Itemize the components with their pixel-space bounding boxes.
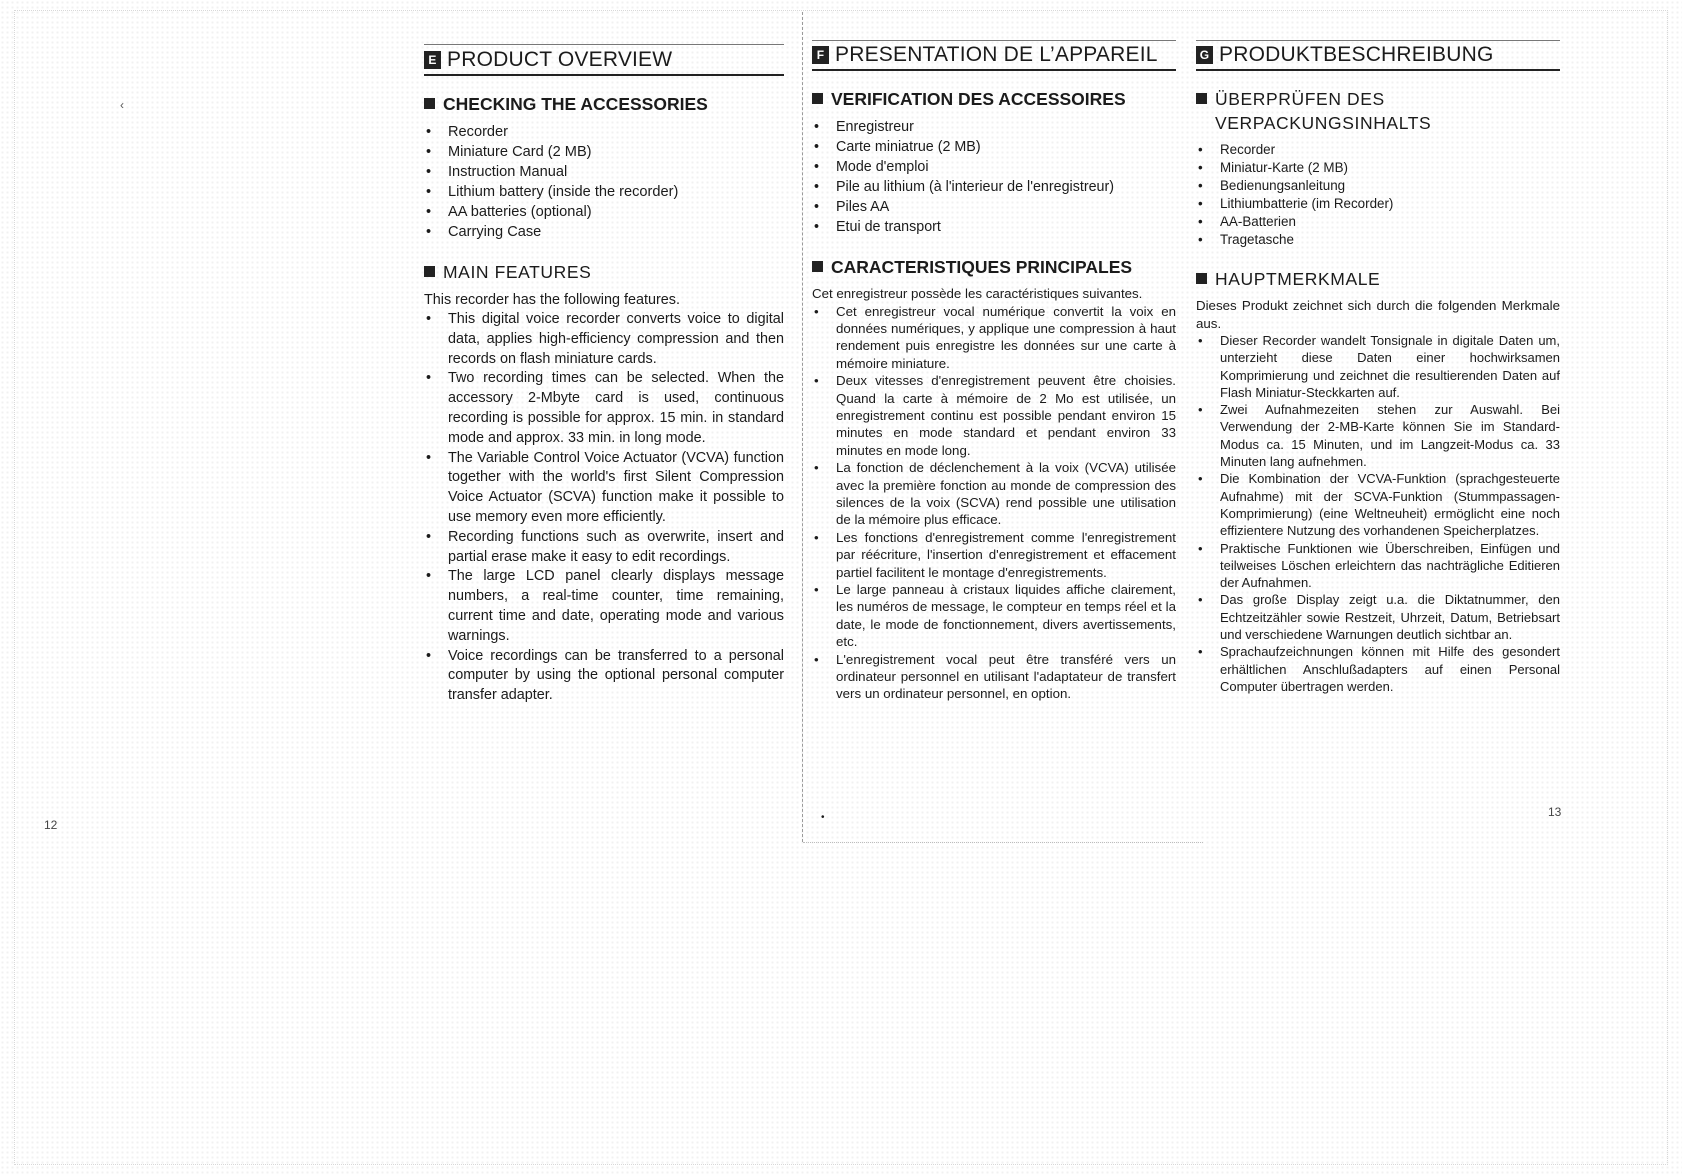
french-accessories-heading: VERIFICATION DES ACCESSOIRES [812, 87, 1176, 111]
list-item: • Recording functions such as overwrite, insert and partial erase make it easy to edit recordings. [424, 528, 784, 568]
german-accessories-heading: ÜBERPRÜFEN DES VERPACKUNGSINHALTS [1196, 87, 1560, 135]
english-features-list [424, 310, 784, 706]
page-number-right: 13 [1548, 805, 1562, 819]
list-item: • Lithium battery (inside the recorder) [424, 182, 784, 202]
list-item: • Sprachaufzeichnungen können mit Hilfe des gesondert erhältlichen Anschlußadapters auf einen Personal Computer übertragen werden. [1196, 643, 1560, 695]
list-item: • Le large panneau à cristaux liquides affiche clairement, les numéros de message, le compteur en temps réel et la date, le mode de fonctionnement, divers avertissements, etc. [812, 581, 1176, 651]
list-item: • Enregistreur [812, 117, 1176, 137]
list-item: • Deux vitesses d'enregistrement peuvent être choisies. Quand la carte à mémoire de 2 Mo est utilisée, un enregistrement continu est possible pendant environ 15 minutes en mode standard et pendant environ 33 minutes en mode long. [812, 372, 1176, 459]
french-accessories-list [812, 117, 1176, 237]
french-column [812, 40, 1176, 703]
list-item: • La fonction de déclenchement à la voix (VCVA) utilisée avec la première fonction au monde de compression des silences de la voix (SCVA) rend possible une utilisation de la mémoire plus efficace. [812, 459, 1176, 529]
page-fold-edge [803, 842, 1203, 843]
page-number-left: 12 [44, 818, 58, 832]
list-item: • Bedienungsanleitung [1196, 177, 1560, 195]
german-column [1196, 40, 1560, 695]
list-item: • Die Kombination der VCVA-Funktion (sprachgesteuerte Aufnahme) mit der SCVA-Funktion (Stummpassagen-Komprimierung) (eine Weltneuheit) ermöglicht eine noch effizientere Nutzung des vorhandenen Speicherplatzes. [1196, 470, 1560, 539]
scan-mark: ‹ [120, 98, 124, 112]
page-fold-line [802, 12, 803, 842]
list-item: • Carrying Case [424, 222, 784, 242]
language-badge-e: E [424, 51, 441, 69]
list-item: • The large LCD panel clearly displays message numbers, a real-time counter, time remaining, current time and date, operating mode and various warnings. [424, 567, 784, 646]
english-section-title [424, 44, 784, 76]
list-item: • Recorder [424, 122, 784, 142]
english-features-heading: MAIN FEATURES [424, 260, 784, 284]
list-item: • Les fonctions d'enregistrement comme l'enregistrement par réécriture, l'insertion d'enregistrement et effacement partiel facilitent le montage d'enregistrements. [812, 529, 1176, 581]
language-badge-f: F [812, 46, 829, 64]
square-bullet-icon [812, 93, 823, 104]
german-section-title [1196, 40, 1560, 71]
list-item: • AA-Batterien [1196, 213, 1560, 231]
list-item: • The Variable Control Voice Actuator (VCVA) function together with the world's first Silent Compression Voice Actuator (SCVA) function make it possible to use memory even more efficiently. [424, 449, 784, 528]
german-accessories-list [1196, 141, 1560, 249]
french-section-title [812, 40, 1176, 71]
list-item: • Mode d'emploi [812, 157, 1176, 177]
french-title-text: PRESENTATION DE L’APPAREIL [835, 43, 1158, 66]
english-accessories-heading: CHECKING THE ACCESSORIES [424, 92, 784, 116]
list-item: • Pile au lithium (à l'interieur de l'enregistreur) [812, 177, 1176, 197]
english-accessories-list [424, 122, 784, 242]
list-item: • Two recording times can be selected. When the accessory 2-Mbyte card is used, continuous recording is possible for approx. 15 min. in standard mode and approx. 33 min. in long mode. [424, 369, 784, 448]
list-item: • Cet enregistreur vocal numérique convertit la voix en données numériques, y applique une compression à haut rendement puis enregistre les données sur une carte à mémoire miniature. [812, 303, 1176, 373]
list-item: • Recorder [1196, 141, 1560, 159]
list-item: • Dieser Recorder wandelt Tonsignale in digitale Daten um, unterzieht diese Daten einer hochwirksamen Komprimierung und zeichnet die resultierenden Daten auf Flash Miniatur-Steckkarten auf. [1196, 332, 1560, 401]
german-features-intro: Dieses Produkt zeichnet sich durch die folgenden Merkmale aus. [1196, 298, 1560, 331]
list-item: • Miniatur-Karte (2 MB) [1196, 159, 1560, 177]
english-title-text: PRODUCT OVERVIEW [447, 48, 673, 71]
list-item: • Instruction Manual [424, 162, 784, 182]
square-bullet-icon [1196, 93, 1207, 104]
scan-dot: • [821, 812, 825, 823]
list-item: • Piles AA [812, 197, 1176, 217]
list-item: • Miniature Card (2 MB) [424, 142, 784, 162]
list-item: • Voice recordings can be transferred to a personal computer by using the optional personal computer transfer adapter. [424, 647, 784, 706]
list-item: • Tragetasche [1196, 231, 1560, 249]
french-features-intro: Cet enregistreur possède les caractéristiques suivantes. [812, 286, 1143, 301]
square-bullet-icon [424, 266, 435, 277]
list-item: • Das große Display zeigt u.a. die Diktatnummer, den Echtzeitzähler sowie Restzeit, Uhrzeit, Datum, Betriebsart und verschiedene Warnungen deutlich sichtbar an. [1196, 591, 1560, 643]
square-bullet-icon [812, 261, 823, 272]
german-features-heading: HAUPTMERKMALE [1196, 267, 1560, 291]
german-features-list [1196, 332, 1560, 695]
list-item: • Carte miniatrue (2 MB) [812, 137, 1176, 157]
german-title-text: PRODUKTBESCHREIBUNG [1219, 43, 1494, 66]
list-item: • AA batteries (optional) [424, 202, 784, 222]
list-item: • Etui de transport [812, 217, 1176, 237]
french-features-list [812, 303, 1176, 703]
list-item: • L'enregistrement vocal peut être transféré vers un ordinateur personnel en utilisant l'adaptateur de transfert vers un ordinateur personnel, en option. [812, 651, 1176, 703]
french-features-heading: CARACTERISTIQUES PRINCIPALES [812, 255, 1176, 279]
list-item: • Lithiumbatterie (im Recorder) [1196, 195, 1560, 213]
square-bullet-icon [424, 98, 435, 109]
language-badge-g: G [1196, 46, 1213, 64]
square-bullet-icon [1196, 273, 1207, 284]
list-item: • Praktische Funktionen wie Überschreiben, Einfügen und teilweises Löschen erleichtern das nachträgliche Editieren der Aufnahmen. [1196, 540, 1560, 592]
list-item: • This digital voice recorder converts voice to digital data, applies high-efficiency compression and then records on flash miniature cards. [424, 310, 784, 369]
english-features-intro: This recorder has the following features. [424, 292, 680, 308]
english-column [424, 40, 784, 706]
list-item: • Zwei Aufnahmezeiten stehen zur Auswahl. Bei Verwendung der 2-MB-Karte können Sie im Standard-Modus ca. 15 Minuten, und im Langzeit-Modus ca. 33 Minuten lang aufnehmen. [1196, 401, 1560, 470]
